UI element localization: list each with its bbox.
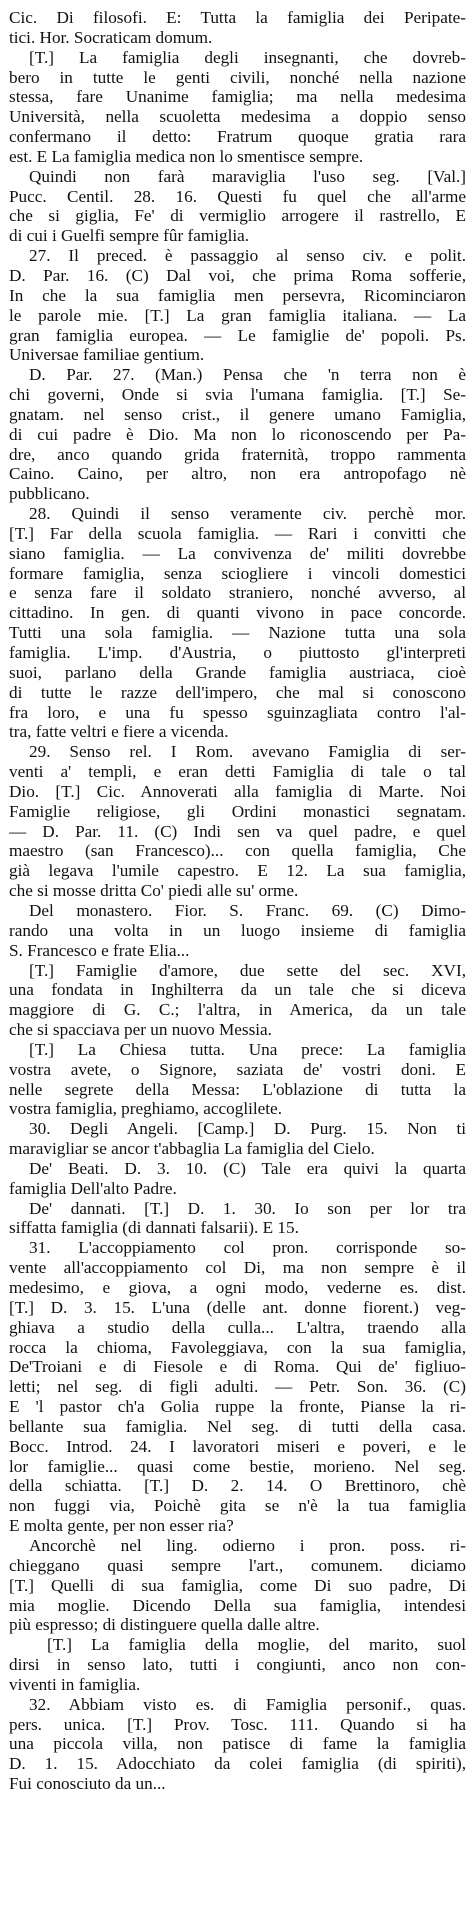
text-line: Fui conosciuto da un... bbox=[9, 1774, 166, 1794]
text-line: maestro (san Francesco)... con quella famiglia, Che bbox=[9, 841, 466, 861]
text-line: siffatta famiglia (di dannati falsarii). E 15. bbox=[9, 1218, 299, 1238]
text-line: est. E La famiglia medica non lo smentisce sempre. bbox=[9, 146, 364, 166]
text-line: gnatam. nel senso crist., il genere umano Famiglia, bbox=[9, 404, 466, 424]
text-line: siano famiglia. — La convivenza de' militi dovrebbe bbox=[9, 543, 466, 563]
text-line: Università, nella scuoletta medesima a doppio senso bbox=[9, 107, 466, 127]
text-line: vostra avete, o Signore, saziata de' vostri doni. E bbox=[9, 1059, 466, 1079]
text-line: chieggano quasi sempre l'art., comunem. diciamo bbox=[9, 1555, 466, 1575]
text-line: tici. Hor. Socraticam domum. bbox=[9, 27, 213, 47]
text-line: In che la sua famiglia men persevra, Ricominciaron bbox=[9, 285, 466, 305]
text-line: Universae familiae gentium. bbox=[9, 345, 205, 365]
text-line: Pucc. Centil. 28. 16. Questi fu quel che all'arme bbox=[9, 186, 466, 206]
text-line: rando una volta in un luogo insieme di famiglia bbox=[9, 920, 466, 940]
text-line: D. 1. 15. Adocchiato da colei famiglia (di spiriti), bbox=[9, 1754, 466, 1774]
text-line: che si giglia, Fe' di vermiglio arrogere il rastrello, E bbox=[9, 206, 466, 226]
text-line: letti; nel seg. di figli adulti. — Petr. Son. 36. (C) bbox=[9, 1377, 466, 1397]
text-line: [T.] La famiglia della moglie, del marito, suol bbox=[47, 1635, 466, 1655]
text-line: 30. Degli Angeli. [Camp.] D. Purg. 15. Non ti bbox=[29, 1119, 466, 1139]
text-line: venti a' templi, e eran detti Famiglia di tale o tal bbox=[9, 762, 466, 782]
text-line: gran famiglia europea. — Le famiglie de' popoli. Ps. bbox=[9, 325, 466, 345]
text-line: E 'l pastor ch'a Golia ruppe la fronte, Pianse la ri- bbox=[9, 1397, 466, 1417]
text-line: Del monastero. Fior. S. Franc. 69. (C) Dimo- bbox=[29, 900, 466, 920]
text-line: che si spacciava per un nuovo Messia. bbox=[9, 1020, 272, 1040]
text-line: formare famiglia, senza sciogliere i vincoli domestici bbox=[9, 563, 466, 583]
text-line: 31. L'accoppiamento col pron. corrisponde so- bbox=[29, 1238, 466, 1258]
text-line: pubblicano. bbox=[9, 484, 90, 504]
text-line: [T.] D. 3. 15. L'una (delle ant. donne fiorent.) veg- bbox=[9, 1297, 466, 1317]
text-line: vente all'accoppiamento col Di, ma non sempre è il bbox=[9, 1258, 466, 1278]
text-line: dre, anco quando grida fraternità, troppo rammenta bbox=[9, 444, 466, 464]
text-line: Famiglie religiose, gli Ordini monastici segnatam. bbox=[9, 801, 466, 821]
text-line: Quindi non farà maraviglia l'uso seg. [Val.] bbox=[29, 166, 466, 186]
text-line: viventi in famiglia. bbox=[9, 1674, 141, 1694]
text-line: De' dannati. [T.] D. 1. 30. Io son per lor tra bbox=[29, 1198, 466, 1218]
text-line: dirsi in senso lato, tutti i congiunti, anco non con- bbox=[9, 1655, 466, 1675]
text-line: vostra famiglia, preghiamo, accoglilete. bbox=[9, 1099, 282, 1119]
text-line: Bocc. Introd. 24. I lavoratori miseri e poveri, e le bbox=[9, 1436, 466, 1456]
text-line: 32. Abbiam visto es. di Famiglia personif., quas. bbox=[29, 1694, 466, 1714]
text-line: E molta gente, per non esser ria? bbox=[9, 1516, 234, 1536]
text-line: [T.] Famiglie d'amore, due sette del sec. XVI, bbox=[29, 960, 466, 980]
text-line: fra loro, e una fu spesso sguinzagliata contro l'al- bbox=[9, 702, 466, 722]
text-line: [T.] La famiglia degli insegnanti, che dovreb- bbox=[29, 47, 466, 67]
text-line: che si mosse dritta Co' piedi alle su' orme. bbox=[9, 881, 299, 901]
text-line: maravigliar se ancor t'abbaglia La famiglia del Cielo. bbox=[9, 1139, 375, 1159]
text-line: già legava l'umile capestro. E 12. La sua famiglia, bbox=[9, 861, 466, 881]
text-line: stessa, fare Unanime famiglia; ma nella medesima bbox=[9, 87, 466, 107]
text-line: una piccola villa, non patisce di fame la famiglia bbox=[9, 1734, 466, 1754]
text-line: [T.] Far della scuola famiglia. — Rari i convitti che bbox=[9, 523, 466, 543]
text-line: Cic. Di filosofi. E: Tutta la famiglia dei Peripate- bbox=[9, 8, 466, 27]
text-line: chi governi, Onde si svia l'umana famiglia. [T.] Se- bbox=[9, 385, 466, 405]
text-line: D. Par. 16. (C) Dal voi, che prima Roma sofferie, bbox=[9, 265, 466, 285]
text-line: Tutti una sola famiglia. — Nazione tutta una sola bbox=[9, 623, 466, 643]
text-line: suoi, parlano della Grande famiglia austriaca, cioè bbox=[9, 662, 466, 682]
text-line: mia moglie. Dicendo Della sua famiglia, intendesi bbox=[9, 1595, 466, 1615]
text-line: ghiava a studio della culla... L'altra, traendo alla bbox=[9, 1317, 466, 1337]
text-line: Ancorchè nel ling. odierno i pron. poss. ri- bbox=[29, 1535, 466, 1555]
text-line: 28. Quindi il senso veramente civ. perchè mor. bbox=[29, 504, 466, 524]
text-line: bellante sua famiglia. Nel seg. di tutti della casa. bbox=[9, 1416, 466, 1436]
text-line: di tutte le razze dell'impero, che mal si conoscono bbox=[9, 682, 466, 702]
text-line: tra, fatte veltri e fiere a vicenda. bbox=[9, 722, 229, 742]
text-line: cittadino. In gen. di quanti vivono in pace concorde. bbox=[9, 603, 466, 623]
text-line: bero in tutte le genti civili, nonché nella nazione bbox=[9, 67, 466, 87]
text-line: confermano il detto: Fratrum quoque gratia rara bbox=[9, 127, 466, 147]
text-line: della schiatta. [T.] D. 2. 14. O Brettinoro, chè bbox=[9, 1476, 466, 1496]
text-line: più espresso; di distinguere quella dalle altre. bbox=[9, 1615, 320, 1635]
text-line: famiglia Dell'alto Padre. bbox=[9, 1178, 177, 1198]
text-line: S. Francesco e frate Elia... bbox=[9, 940, 190, 960]
text-line: D. Par. 27. (Man.) Pensa che 'n terra non è bbox=[29, 365, 466, 385]
text-line: non fuggi via, Poichè gita se n'è la tua famiglia bbox=[9, 1496, 466, 1516]
text-line: [T.] La Chiesa tutta. Una prece: La famiglia bbox=[29, 1039, 466, 1059]
text-line: — D. Par. 11. (C) Indi sen va quel padre, e quel bbox=[9, 821, 466, 841]
text-line: famiglia. L'imp. d'Austria, o piuttosto gl'interpreti bbox=[9, 643, 466, 662]
text-line: e senza fare il soldato straniero, nonché avverso, al bbox=[9, 583, 466, 603]
text-line: pers. unica. [T.] Prov. Tosc. 111. Quando si ha bbox=[9, 1714, 466, 1734]
text-line: De' Beati. D. 3. 10. (C) Tale era quivi la quarta bbox=[29, 1158, 466, 1178]
text-line: rocca la chioma, Favoleggiava, con la sua famiglia, bbox=[9, 1337, 466, 1357]
text-line: di cui padre è Dio. Ma non lo riconoscendo per Pa- bbox=[9, 424, 466, 444]
text-line: De'Troiani e di Fiesole e di Roma. Qui de' figliuo- bbox=[9, 1357, 466, 1377]
text-line: lor famiglie... quasi come bestie, morieno. Nel seg. bbox=[9, 1456, 466, 1476]
text-line: una fondata in Inghilterra da un tale che si diceva bbox=[9, 980, 466, 1000]
text-line: Caino. Caino, per altro, non era antropofago nè bbox=[9, 464, 466, 484]
text-line: 29. Senso rel. I Rom. avevano Famiglia di ser- bbox=[29, 742, 466, 762]
text-line: Dio. [T.] Cic. Annoverati alla famiglia di Marte. Noi bbox=[9, 781, 466, 801]
text-line: [T.] Quelli di sua famiglia, come Di suo padre, Di bbox=[9, 1575, 466, 1595]
text-line: medesimo, e giova, a ogni modo, vederne es. dist. bbox=[9, 1278, 466, 1297]
text-line: le parole mie. [T.] La gran famiglia italiana. — La bbox=[9, 305, 466, 325]
text-line: maggiore di G. C.; l'altra, in America, da un tale bbox=[9, 1000, 466, 1020]
text-line: nelle segrete della Messa: L'oblazione di tutta la bbox=[9, 1079, 466, 1099]
text-line: 27. Il preced. è passaggio al senso civ. e polit. bbox=[29, 246, 466, 266]
text-line: di cui i Guelfi sempre fûr famiglia. bbox=[9, 226, 250, 246]
